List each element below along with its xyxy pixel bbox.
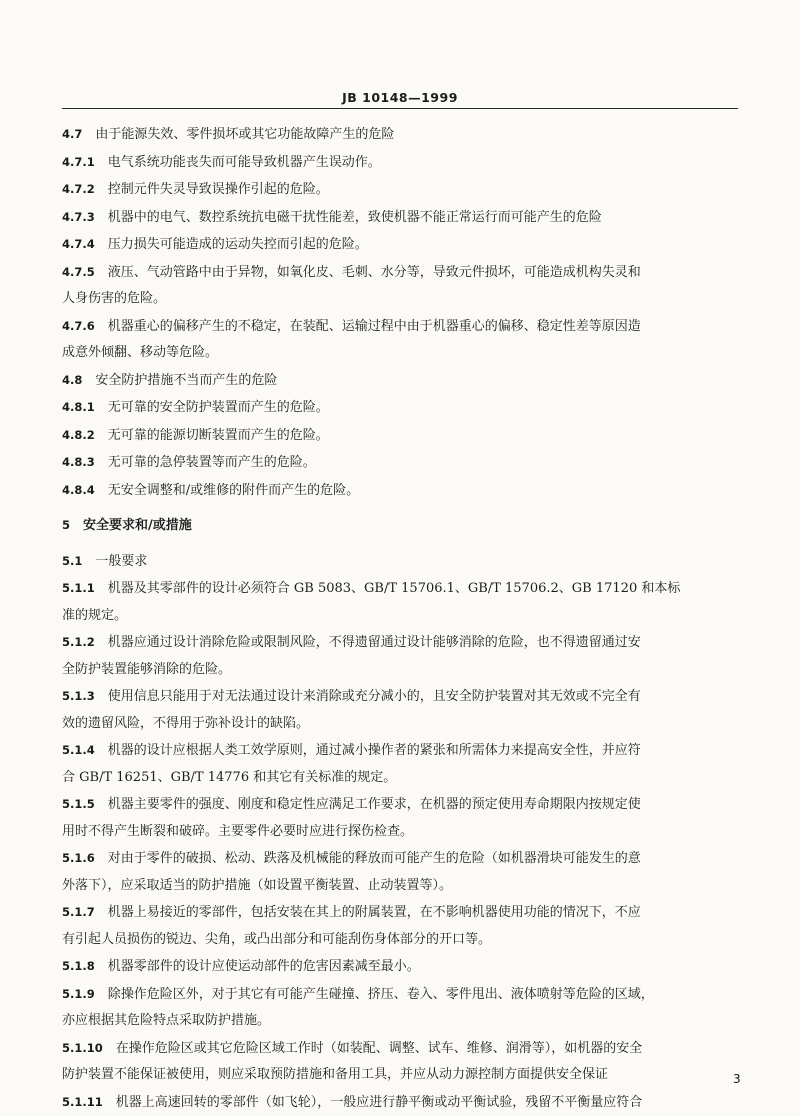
clause-number: 4.8.2 bbox=[62, 428, 95, 442]
clause-line bbox=[62, 845, 738, 873]
clause-number: 4.7.6 bbox=[62, 319, 95, 333]
clause-continuation-line bbox=[62, 1008, 738, 1035]
clause-text: 防护装置不能保证被使用，则应采取预防措施和备用工具，并应从动力源控制方面提供安全保证 bbox=[62, 1067, 608, 1082]
clause-number: 5.1.5 bbox=[62, 797, 95, 811]
clause-number: 4.7.1 bbox=[62, 155, 95, 169]
clause-number: 5.1.8 bbox=[62, 959, 95, 973]
clause-text: 无可靠的安全防护装置而产生的危险。 bbox=[108, 400, 329, 415]
clause-line bbox=[62, 449, 738, 477]
clause-text: 机器上易接近的零部件，包括安装在其上的附属装置，在不影响机器使用功能的情况下，不应 bbox=[108, 905, 641, 920]
clause-line bbox=[62, 313, 738, 341]
clause-text: 对由于零件的破损、松动、跌落及机械能的释放而可能产生的危险（如机器滑块可能发生的意 bbox=[108, 851, 641, 866]
clause-continuation-line bbox=[62, 1062, 738, 1089]
clause-line bbox=[62, 1035, 738, 1063]
clause-text: 无可靠的急停装置等而产生的危险。 bbox=[108, 455, 316, 470]
clause-text: 电气系统功能丧失而可能导致机器产生误动作。 bbox=[108, 155, 381, 170]
clause-text: 机器及其零部件的设计必须符合 GB 5083、GB/T 15706.1、GB/T 15706.2、GB 17120 和本标 bbox=[108, 581, 681, 596]
clause-continuation-line bbox=[62, 711, 738, 738]
clause-line bbox=[62, 149, 738, 177]
clause-number: 5.1.9 bbox=[62, 987, 95, 1001]
clause-line bbox=[62, 981, 738, 1009]
clause-text: 除操作危险区外，对于其它有可能产生碰撞、挤压、卷入、零件甩出、液体喷射等危险的区域， bbox=[108, 987, 654, 1002]
clause-text: 一般要求 bbox=[95, 554, 147, 569]
clause-line bbox=[62, 231, 738, 259]
clause-number: 5 bbox=[62, 518, 70, 532]
clause-line bbox=[62, 575, 738, 603]
clause-text: 合 GB/T 16251、GB/T 14776 和其它有关标准的规定。 bbox=[62, 770, 396, 785]
clause-line bbox=[62, 422, 738, 450]
clause-line bbox=[62, 791, 738, 819]
clause-line bbox=[62, 477, 738, 505]
clause-text: 机器重心的偏移产生的不稳定，在装配、运输过程中由于机器重心的偏移、稳定性差等原因造 bbox=[108, 319, 641, 334]
header-rule bbox=[62, 108, 738, 109]
clause-text: 人身伤害的危险。 bbox=[62, 291, 166, 306]
clause-number: 4.7.5 bbox=[62, 265, 95, 279]
clause-continuation-line bbox=[62, 603, 738, 630]
clause-text: 安全防护措施不当而产生的危险 bbox=[95, 373, 277, 388]
clause-number: 4.7 bbox=[62, 127, 82, 141]
clause-text: 机器上高速回转的零部件（如飞轮），一般应进行静平衡或动平衡试验，残留不平衡量应符合 bbox=[116, 1095, 643, 1110]
clause-text: 亦应根据其危险特点采取防护措施。 bbox=[62, 1013, 270, 1028]
clause-text: 全防护装置能够消除的危险。 bbox=[62, 662, 231, 677]
clause-line bbox=[62, 121, 738, 149]
clause-continuation-line bbox=[62, 819, 738, 846]
clause-number: 5.1.10 bbox=[62, 1041, 103, 1055]
clause-text: 在操作危险区或其它危险区域工作时（如装配、调整、试车、维修、润滑等），如机器的安全 bbox=[116, 1041, 643, 1056]
clause-number: 4.7.4 bbox=[62, 237, 95, 251]
clause-continuation-line bbox=[62, 340, 738, 367]
clause-text: 机器中的电气、数控系统抗电磁干扰性能差，致使机器不能正常运行而可能产生的危险 bbox=[108, 210, 602, 225]
clause-text: 安全要求和/或措施 bbox=[83, 518, 192, 533]
clause-text: 机器应通过设计消除危险或限制风险，不得遗留通过设计能够消除的危险，也不得遗留通过安 bbox=[108, 635, 641, 650]
clause-number: 5.1.1 bbox=[62, 581, 95, 595]
clause-number: 5.1.4 bbox=[62, 743, 95, 757]
paragraph-gap bbox=[62, 504, 738, 512]
clause-number: 4.8.3 bbox=[62, 455, 95, 469]
clause-number: 5.1.2 bbox=[62, 635, 95, 649]
clause-text: 效的遗留风险，不得用于弥补设计的缺陷。 bbox=[62, 716, 309, 731]
clause-text: 机器主要零件的强度、刚度和稳定性应满足工作要求，在机器的预定使用寿命期限内按规定使 bbox=[108, 797, 641, 812]
clause-text: 无可靠的能源切断装置而产生的危险。 bbox=[108, 428, 329, 443]
clause-number: 5.1.11 bbox=[62, 1095, 103, 1109]
clause-number: 5.1.6 bbox=[62, 851, 95, 865]
clause-text: 液压、气动管路中由于异物，如氧化皮、毛刺、水分等，导致元件损坏，可能造成机构失灵和 bbox=[108, 265, 641, 280]
clause-number: 4.7.2 bbox=[62, 182, 95, 196]
standard-code-header: JB 10148—1999 bbox=[0, 90, 800, 105]
clause-text: 外落下），应采取适当的防护措施（如设置平衡装置、止动装置等）。 bbox=[62, 878, 452, 893]
clause-continuation-line bbox=[62, 286, 738, 313]
clause-text: 使用信息只能用于对无法通过设计来消除或充分减小的，且安全防护装置对其无效或不完全有 bbox=[108, 689, 641, 704]
clause-number: 4.8 bbox=[62, 373, 82, 387]
clause-text: 控制元件失灵导致误操作引起的危险。 bbox=[108, 182, 329, 197]
page-number: 3 bbox=[733, 1072, 741, 1086]
clause-number: 4.8.1 bbox=[62, 400, 95, 414]
clause-line bbox=[62, 683, 738, 711]
clause-text: 机器零部件的设计应使运动部件的危害因素减至最小。 bbox=[108, 959, 420, 974]
clause-line bbox=[62, 204, 738, 232]
clause-continuation-line bbox=[62, 873, 738, 900]
clause-number: 5.1.3 bbox=[62, 689, 95, 703]
clause-line bbox=[62, 512, 738, 540]
clause-line bbox=[62, 259, 738, 287]
clause-line bbox=[62, 629, 738, 657]
clause-line bbox=[62, 1089, 738, 1116]
clause-line bbox=[62, 899, 738, 927]
clause-text: 由于能源失效、零件损坏或其它功能故障产生的危险 bbox=[95, 127, 394, 142]
clause-number: 4.7.3 bbox=[62, 210, 95, 224]
clause-text: 准的规定。 bbox=[62, 608, 127, 623]
clause-number: 5.1 bbox=[62, 554, 82, 568]
clause-line bbox=[62, 367, 738, 395]
clause-text: 机器的设计应根据人类工效学原则，通过减小操作者的紧张和所需体力来提高安全性，并应符 bbox=[108, 743, 641, 758]
clause-number: 4.8.4 bbox=[62, 483, 95, 497]
clause-line bbox=[62, 737, 738, 765]
clause-continuation-line bbox=[62, 765, 738, 792]
document-body bbox=[62, 121, 738, 1116]
clause-text: 压力损失可能造成的运动失控而引起的危险。 bbox=[108, 237, 368, 252]
clause-line bbox=[62, 548, 738, 576]
clause-text: 用时不得产生断裂和破碎。主要零件必要时应进行探伤检查。 bbox=[62, 824, 413, 839]
clause-text: 成意外倾翻、移动等危险。 bbox=[62, 345, 218, 360]
clause-text: 有引起人员损伤的锐边、尖角，或凸出部分和可能刮伤身体部分的开口等。 bbox=[62, 932, 491, 947]
clause-continuation-line bbox=[62, 657, 738, 684]
clause-line bbox=[62, 394, 738, 422]
clause-line bbox=[62, 176, 738, 204]
paragraph-gap bbox=[62, 540, 738, 548]
clause-continuation-line bbox=[62, 927, 738, 954]
clause-line bbox=[62, 953, 738, 981]
clause-text: 无安全调整和/或维修的附件而产生的危险。 bbox=[108, 483, 359, 498]
clause-number: 5.1.7 bbox=[62, 905, 95, 919]
